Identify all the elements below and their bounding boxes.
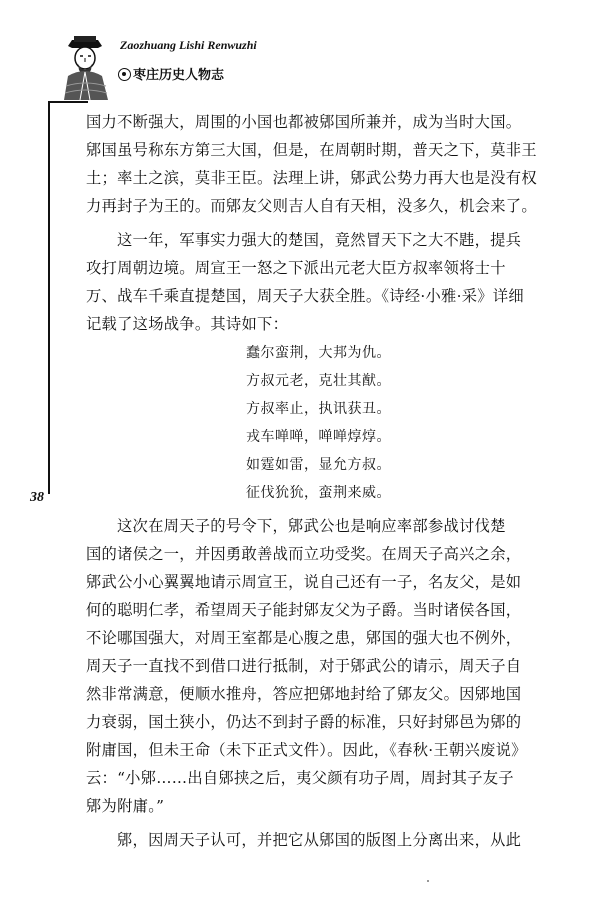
header-title-english: Zaozhuang Lishi Renwuzhi [120,38,257,52]
text-line: 何的聪明仁孝，希望周天子能封郳友父为子爵。当时诸侯各国， [86,601,522,619]
page-number: 38 [30,490,44,505]
margin-rule-vertical [48,101,50,494]
text-line: 郳为附庸。” [86,797,165,815]
text-line: 力衰弱，国土狭小，仍达不到封子爵的标准，只好封郳邑为郳的 [86,713,522,731]
text-line: 这一年，军事实力强大的楚国，竟然冒天下之大不韪，提兵 [117,231,522,249]
poem-line: 方叔元老，克壮其猷。 [246,373,391,389]
text-line: 这次在周天子的号令下，郳武公也是响应率部参战讨伐楚 [117,517,506,535]
text-line: 国的诸侯之一，并因勇敢善战而立功受奖。在周天子高兴之余， [86,545,522,563]
text-line: 周天子一直找不到借口进行抵制，对于郳武公的请示，周天子自 [86,657,522,675]
poem-line: 蠢尔蛮荆，大邦为仇。 [246,345,391,361]
text-line: 云：“小郳……出自郳挟之后，夷父颜有功子周，周封其子友子 [86,769,514,787]
scholar-portrait-icon [58,36,114,100]
header-rule-horizontal [48,101,88,103]
text-line: 万、战车千乘直提楚国，周天子大获全胜。《诗经·小雅·采》详细 [86,287,524,305]
text-line: 附庸国，但未王命（未下正式文件）。因此，《春秋·王朝兴废说》 [86,741,527,759]
text-line: 然非常满意，便顺水推舟，答应把郳地封给了郳友父。因郳地国 [86,685,522,703]
text-line: 攻打周朝边境。周宣王一怒之下派出元老大臣方叔率领将士十 [86,259,506,277]
speck-mark [427,880,429,882]
text-line: 力再封子为王的。而郳友父则吉人自有天相，没多久，机会来了。 [86,197,537,215]
text-line: 国力不断强大，周围的小国也都被郳国所兼并，成为当时大国。 [86,113,522,131]
text-line: 不论哪国强大，对周王室都是心腹之患，郳国的强大也不例外， [86,629,522,647]
circle-bullet-icon [118,68,131,81]
poem-line: 戎车啴啴，啴啴焞焞。 [246,429,391,445]
text-line: 记载了这场战争。其诗如下： [86,315,289,333]
text-line: 郳，因周天子认可，并把它从郳国的版图上分离出来，从此 [117,831,522,849]
header-title-chinese-wrapper [118,64,224,83]
text-line: 郳国虽号称东方第三大国，但是，在周朝时期，普天之下，莫非王 [86,141,537,159]
poem-line: 征伐狁狁，蛮荆来威。 [246,485,391,501]
poem-line: 方叔率止，执讯获丑。 [246,401,391,417]
text-line: 郳武公小心翼翼地请示周宣王，说自己还有一子，名友父，是如 [86,573,522,591]
header-title-chinese: 枣庄历史人物志 [133,68,225,83]
page-header [48,30,308,102]
text-line: 土；率土之滨，莫非王臣。法理上讲，郳武公势力再大也是没有权 [86,169,537,187]
poem-line: 如霆如雷，显允方叔。 [246,457,391,473]
